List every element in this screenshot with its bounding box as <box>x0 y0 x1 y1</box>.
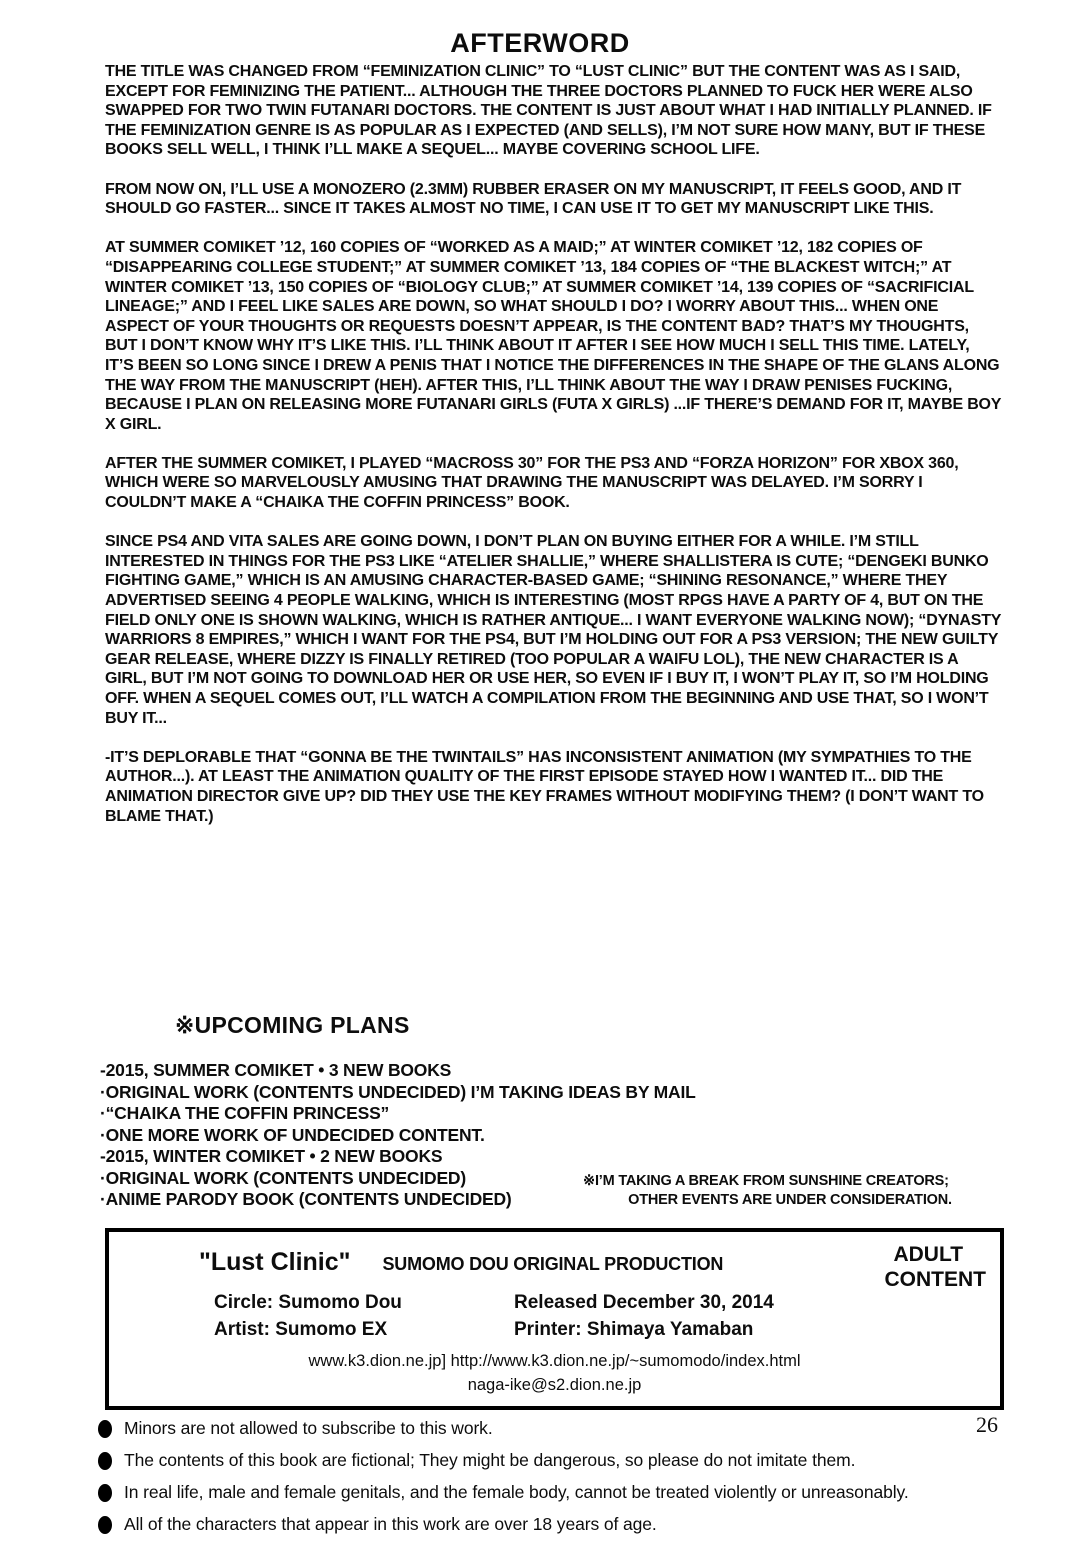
disclaimer-text: In real life, male and female genitals, and the female body, cannot be treated violently or unreasonably. <box>124 1482 909 1502</box>
disclaimer-text: All of the characters that appear in this work are over 18 years of age. <box>124 1514 657 1534</box>
plan-item: -2015, SUMMER COMIKET • 3 NEW BOOKS <box>100 1060 452 1080</box>
bullet-icon <box>98 1420 112 1438</box>
disclaimer-text: Minors are not allowed to subscribe to this work. <box>124 1418 493 1438</box>
afterword-paragraph: FROM NOW ON, I’LL USE A MONOZERO (2.3MM) RUBBER ERASER ON MY MANUSCRIPT, IT FEELS GOOD, AND IT SHOULD GO FASTER... SINCE IT TAKES ALMOST NO TIME, I CAN USE IT TO GET MY MANUSCRIPT LIKE THIS. <box>105 180 962 218</box>
plan-item: ·“CHAIKA THE COFFIN PRINCESS” <box>100 1103 390 1123</box>
afterword-paragraph: AFTER THE SUMMER COMIKET, I PLAYED “MACROSS 30” FOR THE PS3 AND “FORZA HORIZON” FOR XBOX 360, WHICH WERE SO MARVELOUSLY AMUSING THAT DRAWING THE MANUSCRIPT WAS DELAYED. I’M SORRY I COULDN’T MAKE A “CHAIKA THE COFFIN PRINCESS” BOOK. <box>105 454 959 512</box>
circle-credit: Circle: Sumomo Dou <box>214 1292 402 1313</box>
adult-content-badge <box>885 1242 987 1292</box>
disclaimer-row <box>98 1450 998 1471</box>
note-line: OTHER EVENTS ARE UNDER CONSIDERATION. <box>628 1191 952 1208</box>
page-title: AFTERWORD <box>450 28 630 58</box>
disclaimer-row <box>98 1418 998 1439</box>
afterword-body <box>105 62 1002 826</box>
adult-content-line: ADULT <box>893 1243 964 1266</box>
plan-item: ·ORIGINAL WORK (CONTENTS UNDECIDED) <box>100 1167 466 1188</box>
plan-item: ·ANIME PARODY BOOK (CONTENTS UNDECIDED) <box>100 1189 512 1209</box>
note-line: ※I’M TAKING A BREAK FROM SUNSHINE CREATORS; <box>583 1173 949 1189</box>
plan-item: -2015, WINTER COMIKET • 2 NEW BOOKS <box>100 1146 443 1166</box>
afterword-paragraph: SINCE PS4 AND VITA SALES ARE GOING DOWN, I DON’T PLAN ON BUYING EITHER FOR A WHILE. I’M STILL INTERESTED IN THINGS FOR THE PS3 LIKE “ATELIER SHALLIE,” WHERE SHALLISTERA IS CUTE; “DENGEKI BUNKO FIGHTING GAME,” WHICH IS AN AMUSING CHARACTER-BASED GAME; “SHINING RESONANCE,” WHERE THEY ADVERTISED SEEING 4 PEOPLE WALKING, WHICH IS INTERESTING (MOST RPGS HAVE A PARTY OF 4, BUT ON THE FIELD ONLY ONE IS SHOWN WALKING, WHICH IS RATHER ANTIQUE... I WANT EVERYONE WALKING NOW); “DYNASTY WARRIORS 8 EMPIRES,” WHICH I WANT FOR THE PS4, BUT I’M HOLDING OUT FOR A PS3 VERSION; THE NEW GUILTY GEAR RELEASE, WHERE DIZZY IS FINALLY RETIRED (TOO POPULAR A WAIFU LOL), THE NEW CHARACTER IS A GIRL, BUT I’M NOT GOING TO DOWNLOAD HER OR USE HER, SO EVEN IF I BUY IT, I WON’T PLAY IT, SO I’M HOLDING OFF. WHEN A SEQUEL COMES OUT, I’LL WATCH A COMPILATION FROM THE BEGINNING AND USE THAT, SO I WON’T BUY IT... <box>105 533 1001 727</box>
production-subtitle: SUMOMO DOU ORIGINAL PRODUCTION <box>382 1254 724 1274</box>
disclaimer-text: The contents of this book are fictional; They might be dangerous, so please do not imitate them. <box>124 1450 856 1470</box>
afterword-paragraph: AT SUMMER COMIKET ’12, 160 COPIES OF “WORKED AS A MAID;” AT WINTER COMIKET ’12, 182 COPIES OF “DISAPPEARING COLLEGE STUDENT;” AT SUMMER COMIKET ’13, 184 COPIES OF “THE BLACKEST WITCH;” AT WINTER COMIKET ’13, 150 COPIES OF “BIOLOGY CLUB;” AT SUMMER COMIKET ’14, 139 COPIES OF “SACRIFICIAL LINEAGE;” AND I FEEL LIKE SALES ARE DOWN, SO WHAT SHOULD I DO? I WORRY ABOUT THIS... WHEN ONE ASPECT OF YOUR THOUGHTS OR REQUESTS DOESN’T APPEAR, IS THE CONTENT BAD? THAT’S MY THOUGHTS, BUT I DON’T KNOW WHY IT’S LIKE THIS. I’LL THINK ABOUT IT AFTER I SEE HOW MUCH I SELL THIS TIME. LATELY, IT’S BEEN SO LONG SINCE I DREW A PENIS THAT I NOTICE THE DIFFERENCES IN THE SHAPE OF THE GLANS ALONG THE WAY FROM THE MANUSCRIPT (HEH). AFTER THIS, I’LL THINK ABOUT THE WAY I DRAW PENISES FUCKING, BECAUSE I PLAN ON RELEASING MORE FUTANARI GIRLS (FUTA X GIRLS) ...IF THERE’S DEMAND FOR IT, MAYBE BOY X GIRL. <box>105 239 1001 433</box>
sunshine-creators-note <box>575 1172 1005 1209</box>
work-title: "Lust Clinic" <box>199 1248 351 1276</box>
upcoming-plans-heading: ※UPCOMING PLANS <box>175 1012 410 1038</box>
website-url: www.k3.dion.ne.jp] http://www.k3.dion.ne.jp/~sumomodo/index.html <box>308 1352 801 1370</box>
disclaimer-list <box>98 1418 998 1546</box>
bullet-icon <box>98 1484 112 1502</box>
bullet-icon <box>98 1516 112 1534</box>
afterword-paragraph: -IT’S DEPLORABLE THAT “GONNA BE THE TWINTAILS” HAS INCONSISTENT ANIMATION (MY SYMPATHIES TO THE AUTHOR...). AT LEAST THE ANIMATION QUALITY OF THE FIRST EPISODE STAYED HOW I WANTED IT... DID THE ANIMATION DIRECTOR GIVE UP? DID THEY USE THE KEY FRAMES WITHOUT MODIFYING THEM? (I DON’T WANT TO BLAME THAT.) <box>105 748 984 825</box>
release-date: Released December 30, 2014 <box>514 1292 774 1313</box>
afterword-paragraph: THE TITLE WAS CHANGED FROM “FEMINIZATION CLINIC” TO “LUST CLINIC” BUT THE CONTENT WAS AS I SAID, EXCEPT FOR FEMINIZING THE PATIENT... ALTHOUGH THE THREE DOCTORS PLANNED TO FUCK HER WERE ALSO SWAPPED FOR TWO TWIN FUTANARI DOCTORS. THE CONTENT IS JUST ABOUT WHAT I HAD INITIALLY PLANNED. IF THE FEMINIZATION GENRE IS AS POPULAR AS I EXPECTED (AND SELLS), I’M NOT SURE HOW MANY, BUT IF THESE BOOKS SELL WELL, I THINK I’LL MAKE A SEQUEL... MAYBE COVERING SCHOOL LIFE. <box>105 63 992 159</box>
printer-credit: Printer: Shimaya Yamaban <box>514 1319 754 1340</box>
page-number: 26 <box>976 1412 998 1437</box>
disclaimer-row <box>98 1514 998 1535</box>
artist-credit: Artist: Sumomo EX <box>214 1319 388 1340</box>
adult-content-line: CONTENT <box>884 1268 986 1291</box>
publication-info-box <box>105 1228 1004 1410</box>
disclaimer-row <box>98 1482 998 1503</box>
bullet-icon <box>98 1452 112 1470</box>
plan-item: ·ONE MORE WORK OF UNDECIDED CONTENT. <box>100 1124 485 1145</box>
contact-email: naga-ike@s2.dion.ne.jp <box>467 1376 642 1394</box>
plan-item: ·ORIGINAL WORK (CONTENTS UNDECIDED) I’M TAKING IDEAS BY MAIL <box>100 1081 696 1102</box>
